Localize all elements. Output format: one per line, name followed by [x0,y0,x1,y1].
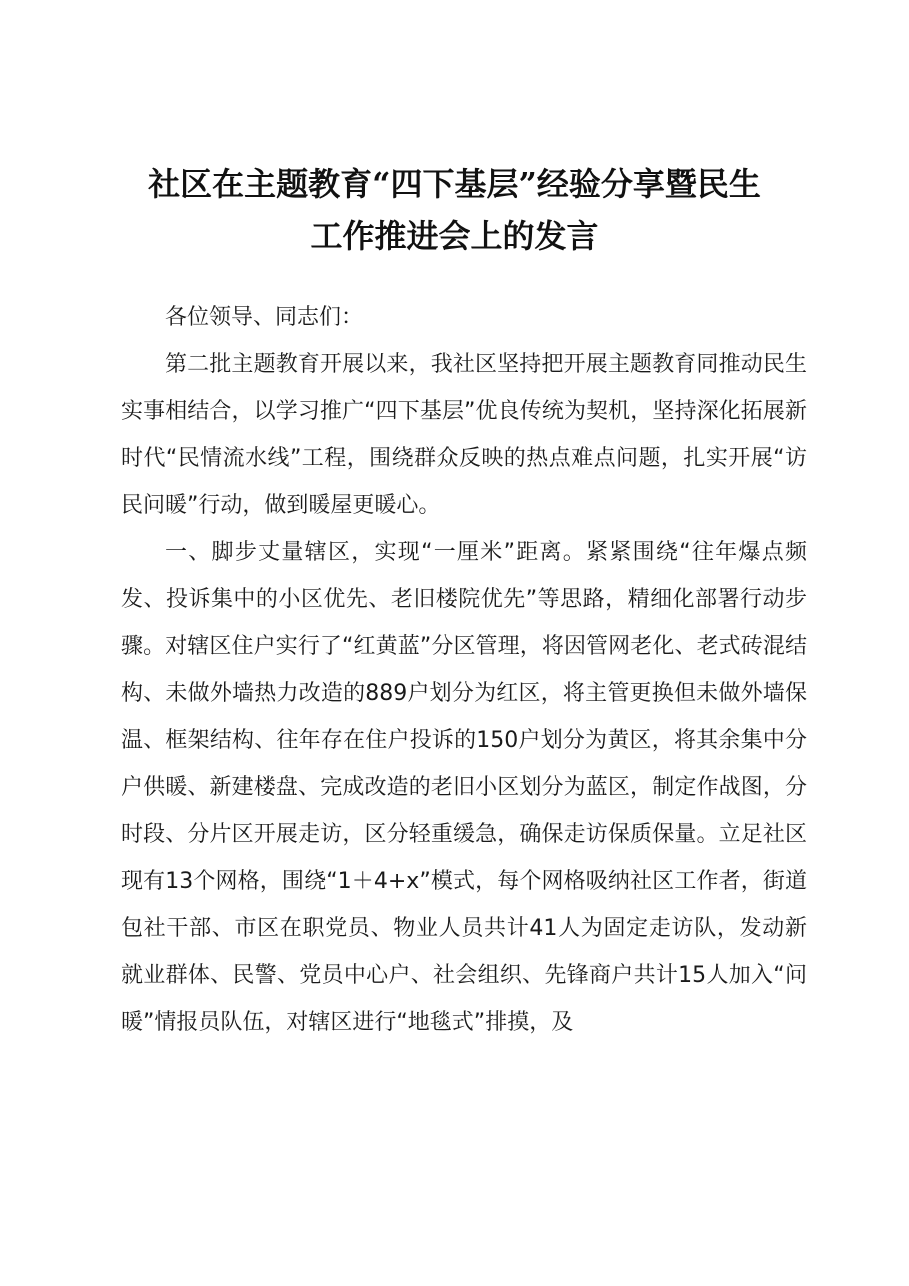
salutation: 各位领导、同志们： [165,305,364,330]
document-body [121,294,807,1046]
paragraph-section-one: 一、脚步丈量辖区，实现“一厘米”距离。紧紧围绕“往年爆点频发、投诉集中的小区优先、老旧楼院优先”等思路，精细化部署行动步骤。对辖区住户实行了“红黄蓝”分区管理，将因管网老化、老式砖混结构、未做外墙热力改造的889户划分为红区，将主管更换但未做外墙保温、框架结构、往年存在住户投诉的150户划分为黄区，将其余集中分户供暖、新建楼盘、完成改造的老旧小区划分为蓝区，制定作战图，分时段、分片区开展走访，区分轻重缓急，确保走访保质保量。立足社区现有13个网格，围绕“1＋4+x”模式，每个网格吸纳社区工作者，街道包社干部、市区在职党员、物业人员共计41人为固定走访队，发动新就业群体、民警、党员中心户、社会组织、先锋商户共计15人加入“问暖”情报员队伍，对辖区进行“地毯式”排摸，及 [121,540,807,1035]
paragraph-intro: 第二批主题教育开展以来，我社区坚持把开展主题教育同推动民生实事相结合，以学习推广“四下基层”优良传统为契机，坚持深化拓展新时代“民情流水线”工程，围绕群众反映的热点难点问题，扎实开展“访民问暖”行动，做到暖屋更暖心。 [121,352,807,518]
title-line-1: 社区在主题教育“四下基层”经验分享暨民生 [148,165,761,203]
title-line-2: 工作推进会上的发言 [310,217,599,255]
document-title [100,158,809,262]
